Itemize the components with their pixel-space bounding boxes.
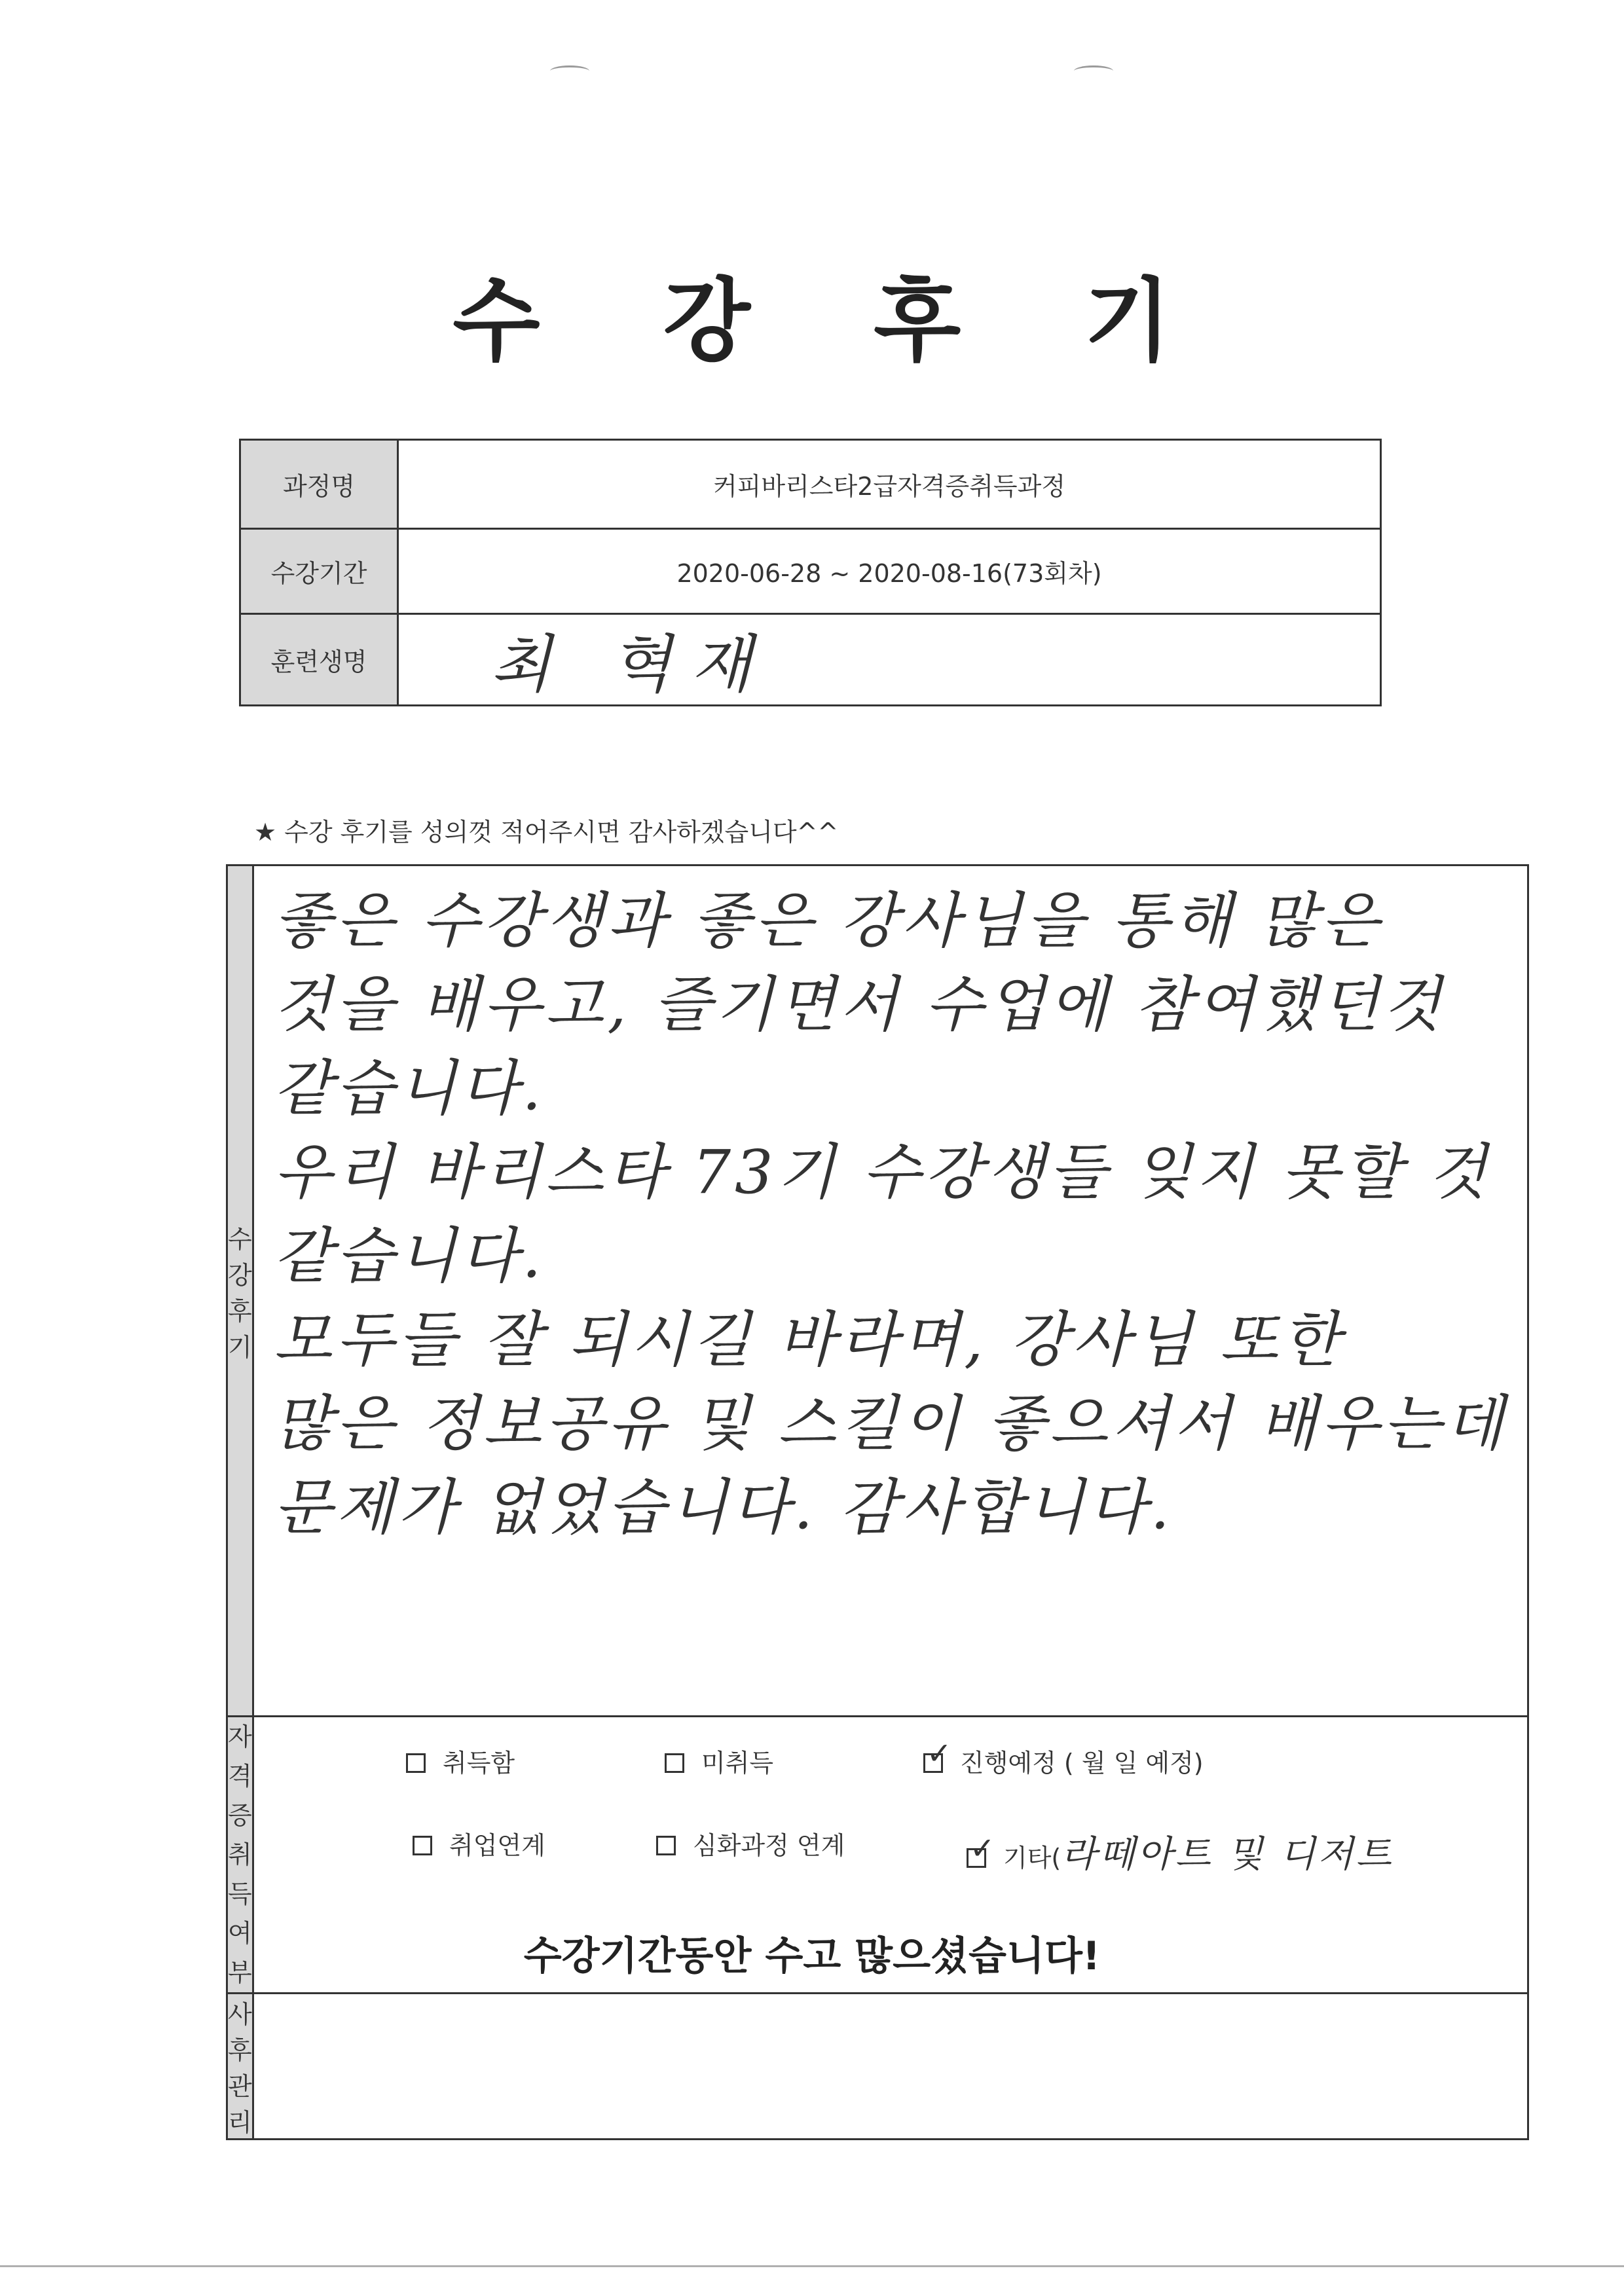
instruction-note: ★ 수강 후기를 성의껏 적어주시면 감사하겠습니다^^ bbox=[254, 818, 839, 847]
checkbox-icon[interactable] bbox=[406, 1753, 426, 1773]
period-value: 2020-06-28 ~ 2020-08-16(73회차) bbox=[398, 529, 1381, 614]
checkbox-icon[interactable] bbox=[967, 1831, 995, 1868]
checkbox-icon[interactable] bbox=[923, 1736, 952, 1773]
scan-edge-line bbox=[0, 2265, 1624, 2267]
trainee-name-label: 훈련생명 bbox=[240, 614, 398, 706]
trainee-name-field[interactable] bbox=[398, 614, 1381, 706]
option-label: 심화과정 연계 bbox=[693, 1831, 845, 1860]
page-title: 수 강 후 기 bbox=[452, 268, 1217, 374]
certificate-option-in-progress[interactable] bbox=[923, 1736, 1204, 1779]
certificate-label-line1: 자격증 bbox=[228, 1722, 252, 1830]
review-line: 모두들 잘 되시길 바라며, 강사님 또한 bbox=[273, 1305, 1344, 1375]
review-text-area[interactable] bbox=[253, 866, 1528, 1717]
punch-hole-right bbox=[1074, 65, 1113, 77]
review-line: 것을 배우고, 즐기면서 수업에 참여했던것 bbox=[273, 970, 1445, 1040]
check-mark-icon: ✓ bbox=[970, 1831, 995, 1866]
review-line: 우리 바리스타 73기 수강생들 잊지 못할 것 bbox=[273, 1137, 1491, 1207]
closing-message: 수강기간동안 수고 많으셨습니다! bbox=[523, 1933, 1101, 1979]
checkbox-icon[interactable] bbox=[656, 1836, 676, 1855]
period-label: 수강기간 bbox=[240, 529, 398, 614]
review-line: 같습니다. bbox=[273, 1221, 545, 1291]
aftercare-label: 사후관리 bbox=[227, 1994, 253, 2140]
certificate-option-not-acquired[interactable] bbox=[665, 1743, 773, 1779]
aftercare-option-other[interactable] bbox=[967, 1825, 1394, 1878]
check-mark-icon: ✓ bbox=[927, 1736, 952, 1771]
aftercare-options-cell bbox=[253, 1994, 1528, 2140]
option-label: 취업연계 bbox=[449, 1831, 545, 1860]
certificate-option-acquired[interactable] bbox=[406, 1743, 515, 1779]
course-info-table bbox=[239, 439, 1382, 706]
review-line: 문제가 없었습니다. 감사합니다. bbox=[273, 1472, 1174, 1542]
review-line: 많은 정보공유 및 스킬이 좋으셔서 배우는데 bbox=[273, 1389, 1507, 1459]
aftercare-other-text: 라떼아트 및 디저트 bbox=[1061, 1833, 1394, 1876]
punch-hole-left bbox=[550, 65, 589, 77]
aftercare-option-advanced-course[interactable] bbox=[656, 1825, 845, 1861]
option-label: 취득함 bbox=[443, 1749, 515, 1777]
checkbox-icon[interactable] bbox=[413, 1836, 432, 1855]
option-label: 진행예정 ( 월 일 예정) bbox=[960, 1749, 1204, 1777]
checkbox-icon[interactable] bbox=[665, 1753, 684, 1773]
aftercare-option-employment[interactable] bbox=[413, 1825, 545, 1861]
option-label: 기타( bbox=[1003, 1844, 1061, 1872]
course-name-label: 과정명 bbox=[240, 440, 398, 529]
certificate-label-line2: 취득여부 bbox=[228, 1840, 252, 1987]
review-label: 수강후기 bbox=[227, 866, 253, 1717]
trainee-signature: 최 혁재 bbox=[490, 628, 771, 701]
course-name-value: 커피바리스타2급자격증취득과정 bbox=[398, 440, 1381, 529]
option-label: 미취득 bbox=[701, 1749, 774, 1777]
review-line: 같습니다. bbox=[273, 1053, 545, 1123]
review-line: 좋은 수강생과 좋은 강사님을 통해 많은 bbox=[273, 886, 1383, 956]
